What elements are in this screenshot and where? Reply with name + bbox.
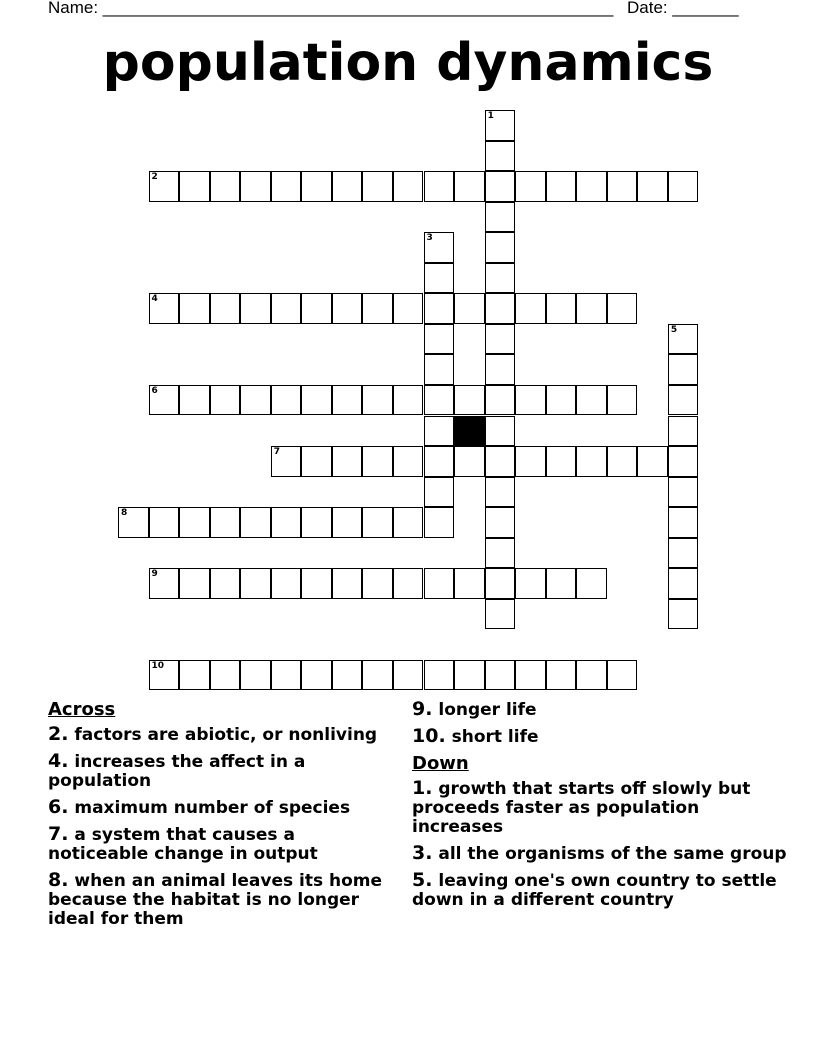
crossword-cell[interactable] <box>515 293 546 324</box>
crossword-cell[interactable] <box>668 171 699 202</box>
crossword-cell[interactable] <box>271 293 302 324</box>
crossword-cell[interactable] <box>179 507 210 538</box>
clue-down-1 <box>412 779 792 837</box>
cell-number: 2 <box>151 172 158 183</box>
crossword-cell[interactable] <box>576 660 607 691</box>
crossword-cell[interactable] <box>637 446 668 477</box>
crossword-cell[interactable] <box>210 385 241 416</box>
crossword-cell[interactable] <box>271 568 302 599</box>
crossword-cell[interactable] <box>485 202 516 233</box>
crossword-cell[interactable] <box>301 385 332 416</box>
crossword-cell[interactable] <box>454 568 485 599</box>
crossword-cell[interactable] <box>301 171 332 202</box>
crossword-cell[interactable] <box>332 171 363 202</box>
crossword-cell[interactable] <box>393 568 424 599</box>
crossword-cell[interactable] <box>668 354 699 385</box>
crossword-cell[interactable] <box>332 568 363 599</box>
crossword-cell[interactable] <box>149 293 180 324</box>
crossword-cell[interactable] <box>607 293 638 324</box>
crossword-cell[interactable] <box>454 446 485 477</box>
crossword-cell[interactable] <box>546 293 577 324</box>
crossword-cell[interactable] <box>271 171 302 202</box>
crossword-cell[interactable] <box>271 446 302 477</box>
crossword-cell[interactable] <box>149 385 180 416</box>
crossword-cell[interactable] <box>607 660 638 691</box>
crossword-cell[interactable] <box>210 507 241 538</box>
crossword-cell[interactable] <box>668 385 699 416</box>
crossword-cell[interactable] <box>210 660 241 691</box>
crossword-cell[interactable] <box>485 660 516 691</box>
date-field-line[interactable]: Date: _______ <box>627 0 739 17</box>
cell-number: 3 <box>426 233 433 244</box>
crossword-cell[interactable] <box>607 171 638 202</box>
crossword-cell[interactable] <box>485 293 516 324</box>
clue-text: maximum number of species <box>74 798 351 818</box>
clue-number: 1. <box>412 777 433 799</box>
crossword-cell[interactable] <box>515 660 546 691</box>
crossword-cell[interactable] <box>362 171 393 202</box>
name-field-line[interactable]: Name: ______________________________________________________ <box>48 0 614 17</box>
clue-number: 8. <box>48 869 69 891</box>
crossword-cell[interactable] <box>362 293 393 324</box>
crossword-cell[interactable] <box>546 660 577 691</box>
crossword-cell[interactable] <box>485 538 516 569</box>
crossword-cell[interactable] <box>424 263 455 294</box>
crossword-cell[interactable] <box>668 538 699 569</box>
clue-text: longer life <box>438 700 537 720</box>
crossword-cell[interactable] <box>576 446 607 477</box>
cell-number: 1 <box>487 111 494 121</box>
crossword-cell[interactable] <box>393 171 424 202</box>
crossword-cell[interactable] <box>485 416 516 447</box>
clue-text: a system that causes a noticeable change in output <box>48 825 318 864</box>
crossword-cell[interactable] <box>607 385 638 416</box>
crossword-cell[interactable] <box>149 660 180 691</box>
crossword-cell[interactable] <box>668 477 699 508</box>
clue-number: 4. <box>48 750 69 772</box>
crossword-cell[interactable] <box>179 293 210 324</box>
crossword-cell[interactable] <box>393 446 424 477</box>
crossword-cell[interactable] <box>301 446 332 477</box>
crossword-cell[interactable] <box>240 660 271 691</box>
crossword-cell[interactable] <box>485 568 516 599</box>
crossword-cell[interactable] <box>332 385 363 416</box>
crossword-cell[interactable] <box>424 477 455 508</box>
crossword-cell[interactable] <box>485 141 516 172</box>
crossword-cell[interactable] <box>393 507 424 538</box>
crossword-cell[interactable] <box>424 568 455 599</box>
crossword-cell[interactable] <box>240 385 271 416</box>
crossword-cell[interactable] <box>179 660 210 691</box>
crossword-cell[interactable] <box>515 171 546 202</box>
crossword-cell[interactable] <box>485 446 516 477</box>
clue-text: factors are abiotic, or nonliving <box>74 725 378 745</box>
crossword-cell[interactable] <box>576 293 607 324</box>
crossword-cell[interactable] <box>240 171 271 202</box>
clue-across-7 <box>48 825 393 864</box>
crossword-cell[interactable] <box>485 599 516 630</box>
crossword-cell[interactable] <box>546 385 577 416</box>
crossword-cell[interactable] <box>332 507 363 538</box>
crossword-cell[interactable] <box>607 446 638 477</box>
crossword-cell[interactable] <box>332 293 363 324</box>
crossword-cell[interactable] <box>454 385 485 416</box>
crossword-cell[interactable] <box>332 446 363 477</box>
crossword-cell[interactable] <box>668 507 699 538</box>
crossword-cell[interactable] <box>424 354 455 385</box>
clue-number: 9. <box>412 698 433 720</box>
crossword-cell[interactable] <box>546 446 577 477</box>
crossword-cell[interactable] <box>424 446 455 477</box>
clue-text: short life <box>451 727 539 747</box>
clue-number: 6. <box>48 796 69 818</box>
crossword-cell[interactable] <box>271 385 302 416</box>
crossword-cell[interactable] <box>546 568 577 599</box>
crossword-cell[interactable] <box>668 324 699 355</box>
clue-text: increases the affect in a population <box>48 752 306 791</box>
crossword-cell[interactable] <box>424 416 455 447</box>
crossword-cell[interactable] <box>301 507 332 538</box>
cell-number: 10 <box>151 660 165 671</box>
crossword-cell[interactable] <box>362 385 393 416</box>
crossword-cell[interactable] <box>454 171 485 202</box>
crossword-cell[interactable] <box>332 660 363 691</box>
crossword-cell[interactable] <box>485 385 516 416</box>
crossword-cell[interactable] <box>179 171 210 202</box>
crossword-cell[interactable] <box>515 446 546 477</box>
crossword-cell[interactable] <box>485 110 516 141</box>
clue-number: 10. <box>412 725 446 747</box>
crossword-cell[interactable] <box>179 568 210 599</box>
black-square <box>454 416 485 447</box>
clue-number: 7. <box>48 823 69 845</box>
crossword-cell[interactable] <box>240 568 271 599</box>
crossword-cell[interactable] <box>485 263 516 294</box>
crossword-cell[interactable] <box>149 507 180 538</box>
crossword-cell[interactable] <box>240 507 271 538</box>
clues-column-left <box>48 700 393 936</box>
crossword-cell[interactable] <box>362 660 393 691</box>
down-heading: Down <box>412 753 469 774</box>
crossword-cell[interactable] <box>515 385 546 416</box>
crossword-cell[interactable] <box>668 416 699 447</box>
crossword-cell[interactable] <box>210 171 241 202</box>
crossword-cell[interactable] <box>454 660 485 691</box>
clue-across-6 <box>48 798 393 818</box>
crossword-cell[interactable] <box>301 660 332 691</box>
page-title: population dynamics <box>102 33 714 93</box>
crossword-cell[interactable] <box>424 324 455 355</box>
crossword-cell[interactable] <box>393 660 424 691</box>
crossword-cell[interactable] <box>576 171 607 202</box>
cell-number: 9 <box>151 569 158 580</box>
crossword-cell[interactable] <box>271 660 302 691</box>
clue-across-10 <box>412 727 792 747</box>
crossword-cell[interactable] <box>118 507 149 538</box>
cell-number: 6 <box>151 385 158 396</box>
crossword-cell[interactable] <box>485 507 516 538</box>
clues-column-right <box>412 700 792 917</box>
clue-across-8 <box>48 871 393 929</box>
crossword-cell[interactable] <box>424 385 455 416</box>
crossword-cell[interactable] <box>485 171 516 202</box>
crossword-cell[interactable] <box>546 171 577 202</box>
crossword-cell[interactable] <box>301 293 332 324</box>
clue-across-4 <box>48 752 393 791</box>
crossword-cell[interactable] <box>424 660 455 691</box>
clue-text: leaving one's own country to settle down in a different country <box>412 871 777 910</box>
cell-number: 5 <box>670 324 678 335</box>
clue-text: all the organisms of the same group <box>438 844 787 864</box>
crossword-cell[interactable] <box>668 599 699 630</box>
cell-number: 7 <box>273 447 281 458</box>
crossword-cell[interactable] <box>271 507 302 538</box>
crossword-cell[interactable] <box>240 293 271 324</box>
crossword-cell[interactable] <box>576 568 607 599</box>
crossword-cell[interactable] <box>210 293 241 324</box>
crossword-cell[interactable] <box>424 293 455 324</box>
crossword-cell[interactable] <box>362 507 393 538</box>
crossword-cell[interactable] <box>515 568 546 599</box>
crossword-cell[interactable] <box>149 568 180 599</box>
crossword-cell[interactable] <box>637 171 668 202</box>
clue-across-9 <box>412 700 792 720</box>
crossword-cell[interactable] <box>668 446 699 477</box>
cell-number: 8 <box>121 508 128 519</box>
crossword-cell[interactable] <box>210 568 241 599</box>
crossword-cell[interactable] <box>454 293 485 324</box>
crossword-cell[interactable] <box>393 293 424 324</box>
clue-number: 5. <box>412 869 433 891</box>
clue-text: growth that starts off slowly but proceeds faster as population increases <box>412 779 751 837</box>
crossword-cell[interactable] <box>485 354 516 385</box>
clue-across-2 <box>48 725 393 745</box>
crossword-cell[interactable] <box>149 171 180 202</box>
clue-text: when an animal leaves its home because the habitat is no longer ideal for them <box>48 871 383 929</box>
crossword-cell[interactable] <box>485 324 516 355</box>
crossword-cell[interactable] <box>485 232 516 263</box>
clue-down-5 <box>412 871 792 910</box>
crossword-cell[interactable] <box>179 385 210 416</box>
across-heading: Across <box>48 699 116 720</box>
crossword-cell[interactable] <box>485 477 516 508</box>
clue-down-3 <box>412 844 792 864</box>
crossword-cell[interactable] <box>576 385 607 416</box>
crossword-cell[interactable] <box>362 446 393 477</box>
crossword-cell[interactable] <box>424 507 455 538</box>
crossword-cell[interactable] <box>301 568 332 599</box>
clue-number: 3. <box>412 842 433 864</box>
cell-number: 4 <box>151 294 158 305</box>
crossword-cell[interactable] <box>424 171 455 202</box>
crossword-cell[interactable] <box>424 232 455 263</box>
crossword-cell[interactable] <box>362 568 393 599</box>
crossword-cell[interactable] <box>668 568 699 599</box>
clue-number: 2. <box>48 723 69 745</box>
crossword-cell[interactable] <box>393 385 424 416</box>
